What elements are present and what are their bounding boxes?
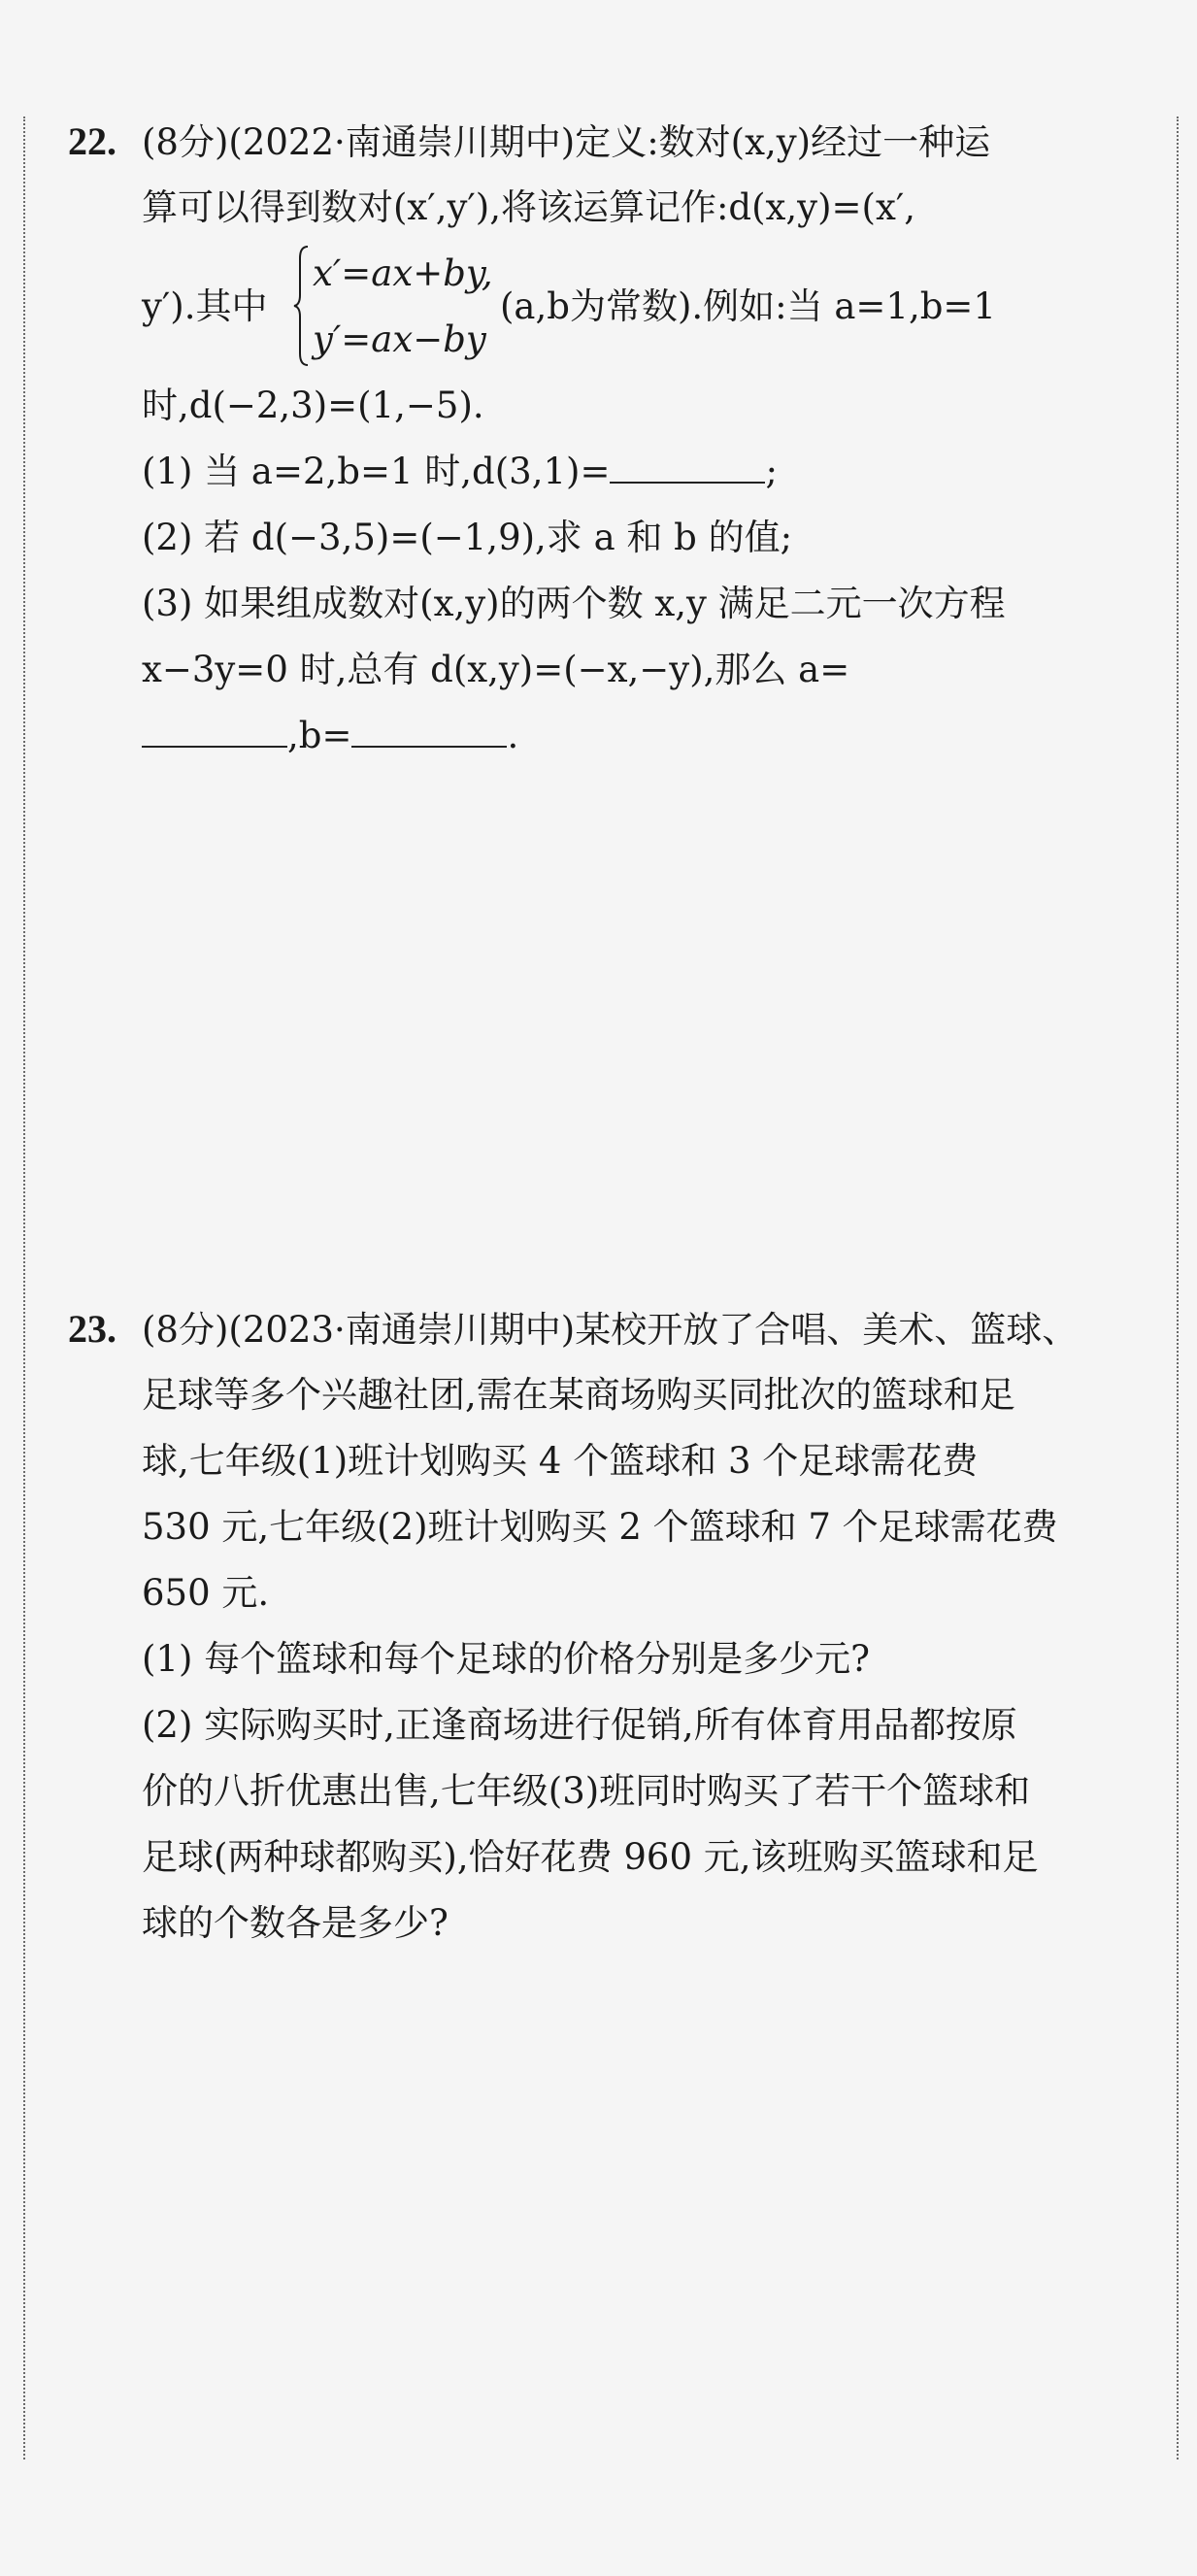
q22-text: 时,d(−2,3)=(1,−5). — [142, 385, 484, 426]
part-3-text: (3) 如果组成数对(x,y)的两个数 x,y 满足二元一次方程 — [142, 583, 1006, 624]
part-1-text: (1) 当 a=2,b=1 时,d(3,1)= — [142, 451, 611, 492]
q22-part-2 — [68, 505, 1141, 571]
part-2-text: (2) 实际购买时,正逢商场进行促销,所有体育用品都按原 — [142, 1704, 1017, 1746]
q23-text: 足球等多个兴趣社团,需在某商场购买同批次的篮球和足 — [142, 1374, 1015, 1416]
answer-blank-b[interactable] — [351, 703, 507, 748]
q23-text: 球,七年级(1)班计划购买 4 个篮球和 3 个足球需花费 — [142, 1440, 979, 1482]
q22-line-2 — [68, 175, 1141, 241]
q23-text: (8分)(2023·南通崇川期中)某校开放了合唱、美术、篮球、 — [142, 1309, 1079, 1351]
q22-system-line — [68, 241, 1141, 373]
q23-part-2-line-2 — [68, 1758, 1141, 1824]
question-number: 22. — [68, 119, 116, 163]
part-3-text: x−3y=0 时,总有 d(x,y)=(−x,−y),那么 a= — [142, 649, 850, 690]
q23-part-1 — [68, 1626, 1141, 1692]
q22-text: 算可以得到数对(x′,y′),将该运算记作:d(x,y)=(x′, — [142, 186, 915, 228]
q22-line-1 — [68, 109, 1141, 175]
q23-line-4 — [68, 1494, 1141, 1560]
part-2-text: 价的八折优惠出售,七年级(3)班同时购买了若干个篮球和 — [142, 1770, 1031, 1812]
equation-1: x′=ax+by, — [313, 252, 493, 294]
part-2-text: 球的个数各是多少? — [142, 1902, 449, 1944]
q22-part-1 — [68, 439, 1141, 505]
q22-part-3-line-3 — [68, 703, 1141, 769]
q23-line-2 — [68, 1362, 1141, 1428]
q23-part-2-line-4 — [68, 1890, 1141, 1957]
equation-2: y′=ax−by — [313, 318, 486, 360]
q23-part-2-line-3 — [68, 1824, 1141, 1890]
q22-system-prefix: y′).其中 — [142, 285, 268, 327]
question-23 — [68, 1296, 1141, 1957]
answer-blank-a[interactable] — [142, 703, 287, 748]
question-number: 23. — [68, 1307, 116, 1351]
q22-text: (8分)(2022·南通崇川期中)定义:数对(x,y)经过一种运 — [142, 121, 991, 163]
q23-text: 530 元,七年级(2)班计划购买 2 个篮球和 7 个足球需花费 — [142, 1506, 1058, 1548]
q23-line-1 — [68, 1296, 1141, 1362]
part-1-suffix: ; — [765, 451, 778, 492]
q23-text: 650 元. — [142, 1572, 270, 1614]
q22-system-suffix: (a,b为常数).例如:当 a=1,b=1 — [500, 285, 996, 327]
part-2-text: 足球(两种球都购买),恰好花费 960 元,该班购买篮球和足 — [142, 1836, 1039, 1878]
right-dotted-margin — [1177, 117, 1179, 2459]
left-dotted-margin — [23, 117, 25, 2459]
q23-part-2-line-1 — [68, 1692, 1141, 1758]
q22-part-3-line-1 — [68, 571, 1141, 637]
q22-line-4 — [68, 373, 1141, 439]
part-2-text: (2) 若 d(−3,5)=(−1,9),求 a 和 b 的值; — [142, 517, 793, 558]
part-1-text: (1) 每个篮球和每个足球的价格分别是多少元? — [142, 1638, 871, 1680]
equation-system — [313, 241, 493, 373]
part-3-mid: ,b= — [287, 715, 352, 756]
q23-line-5 — [68, 1560, 1141, 1626]
part-3-end: . — [507, 715, 519, 756]
answer-blank[interactable] — [610, 439, 765, 484]
q22-part-3-line-2 — [68, 637, 1141, 703]
q23-line-3 — [68, 1428, 1141, 1494]
left-brace-icon — [292, 245, 310, 367]
question-22 — [68, 109, 1141, 769]
